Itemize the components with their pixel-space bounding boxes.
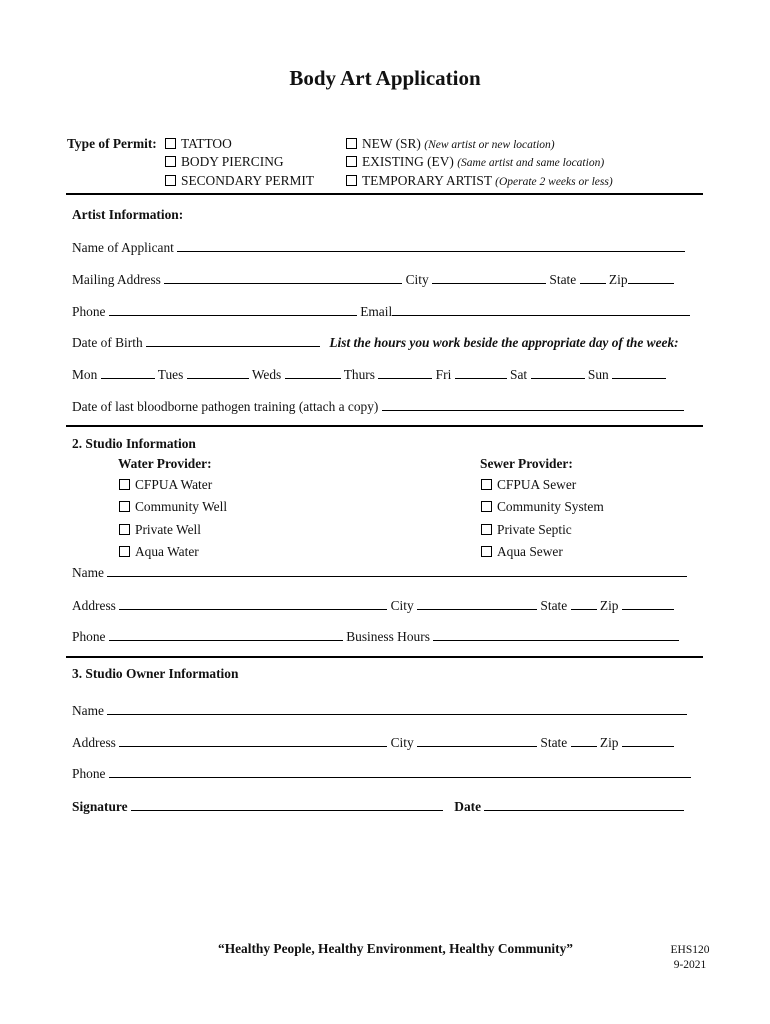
studio-phone-row: Phone Business Hours: [72, 629, 679, 645]
studio-state-field[interactable]: [571, 598, 597, 610]
mailing-address-row: Mailing Address City State Zip: [72, 272, 674, 288]
water-option-private-well[interactable]: Private Well: [119, 522, 201, 538]
owner-address-row: Address City State Zip: [72, 735, 674, 751]
city-field[interactable]: [432, 272, 546, 284]
phone-field[interactable]: [109, 304, 357, 316]
hours-sun-field[interactable]: [612, 367, 666, 379]
permit-option-body-piercing[interactable]: BODY PIERCING: [165, 154, 284, 170]
checkbox[interactable]: [481, 501, 492, 512]
checkbox[interactable]: [481, 524, 492, 535]
sewer-option-private-septic[interactable]: Private Septic: [481, 522, 572, 538]
sewer-option-cfpua[interactable]: CFPUA Sewer: [481, 477, 576, 493]
studio-name-field[interactable]: [107, 565, 687, 577]
permit-option-temporary[interactable]: TEMPORARY ARTIST (Operate 2 weeks or less): [346, 173, 613, 189]
permit-type-label: Type of Permit:: [67, 136, 157, 151]
checkbox[interactable]: [346, 175, 357, 186]
checkbox[interactable]: [481, 479, 492, 490]
checkbox[interactable]: [119, 546, 130, 557]
phone-email-row: Phone Email: [72, 304, 690, 320]
training-date-field[interactable]: [382, 399, 684, 411]
permit-option-existing[interactable]: EXISTING (EV) (Same artist and same location): [346, 154, 604, 170]
page-title: Body Art Application: [289, 66, 481, 90]
checkbox[interactable]: [346, 156, 357, 167]
hours-mon-field[interactable]: [101, 367, 155, 379]
water-option-aqua[interactable]: Aqua Water: [119, 544, 199, 560]
hours-row: Mon Tues Weds Thurs Fri Sat Sun: [72, 367, 666, 383]
studio-city-field[interactable]: [417, 598, 537, 610]
studio-zip-field[interactable]: [622, 598, 674, 610]
sewer-provider-heading: Sewer Provider:: [480, 456, 573, 471]
signature-row: Signature Date: [72, 799, 684, 815]
section-divider: [66, 193, 703, 195]
checkbox[interactable]: [119, 479, 130, 490]
mailing-address-field[interactable]: [164, 272, 402, 284]
sewer-option-aqua[interactable]: Aqua Sewer: [481, 544, 563, 560]
business-hours-field[interactable]: [433, 629, 679, 641]
permit-option-secondary[interactable]: SECONDARY PERMIT: [165, 173, 314, 189]
signature-date-field[interactable]: [484, 799, 684, 811]
checkbox[interactable]: [165, 156, 176, 167]
artist-section-heading: Artist Information:: [72, 207, 184, 222]
zip-field[interactable]: [628, 272, 674, 284]
hours-fri-field[interactable]: [455, 367, 507, 379]
form-date: 9-2021: [673, 959, 707, 971]
sewer-option-community-system[interactable]: Community System: [481, 499, 604, 515]
owner-phone-field[interactable]: [109, 766, 691, 778]
owner-city-field[interactable]: [417, 735, 537, 747]
owner-name-field[interactable]: [107, 703, 687, 715]
section-divider: [66, 425, 703, 427]
studio-address-row: Address City State Zip: [72, 598, 674, 614]
hours-thurs-field[interactable]: [378, 367, 432, 379]
applicant-name-row: Name of Applicant: [72, 240, 685, 256]
hours-weds-field[interactable]: [285, 367, 341, 379]
studio-address-field[interactable]: [119, 598, 387, 610]
permit-option-tattoo[interactable]: TATTOO: [165, 136, 232, 152]
hours-sat-field[interactable]: [531, 367, 585, 379]
hours-tues-field[interactable]: [187, 367, 249, 379]
owner-name-row: Name: [72, 703, 687, 719]
applicant-name-field[interactable]: [177, 240, 685, 252]
studio-phone-field[interactable]: [109, 629, 343, 641]
water-provider-heading: Water Provider:: [118, 456, 212, 471]
water-option-cfpua[interactable]: CFPUA Water: [119, 477, 212, 493]
checkbox[interactable]: [165, 175, 176, 186]
state-field[interactable]: [580, 272, 606, 284]
checkbox[interactable]: [119, 524, 130, 535]
checkbox[interactable]: [481, 546, 492, 557]
owner-state-field[interactable]: [571, 735, 597, 747]
checkbox[interactable]: [119, 501, 130, 512]
training-row: Date of last bloodborne pathogen training (attach a copy): [72, 399, 684, 415]
owner-section-heading: 3. Studio Owner Information: [72, 666, 239, 681]
owner-address-field[interactable]: [119, 735, 387, 747]
hours-instruction: List the hours you work beside the appropriate day of the week:: [329, 335, 679, 350]
section-divider: [66, 656, 703, 658]
email-field[interactable]: [392, 304, 690, 316]
owner-zip-field[interactable]: [622, 735, 674, 747]
studio-name-row: Name: [72, 565, 687, 581]
checkbox[interactable]: [165, 138, 176, 149]
dob-field[interactable]: [146, 335, 320, 347]
footer-slogan: “Healthy People, Healthy Environment, Healthy Community”: [218, 941, 573, 956]
owner-phone-row: Phone: [72, 766, 691, 782]
water-option-community-well[interactable]: Community Well: [119, 499, 227, 515]
permit-option-new[interactable]: NEW (SR) (New artist or new location): [346, 136, 555, 152]
dob-row: Date of Birth List the hours you work beside the appropriate day of the week:: [72, 335, 679, 350]
signature-field[interactable]: [131, 799, 443, 811]
form-code: EHS120: [670, 944, 710, 956]
checkbox[interactable]: [346, 138, 357, 149]
studio-section-heading: 2. Studio Information: [72, 436, 196, 451]
